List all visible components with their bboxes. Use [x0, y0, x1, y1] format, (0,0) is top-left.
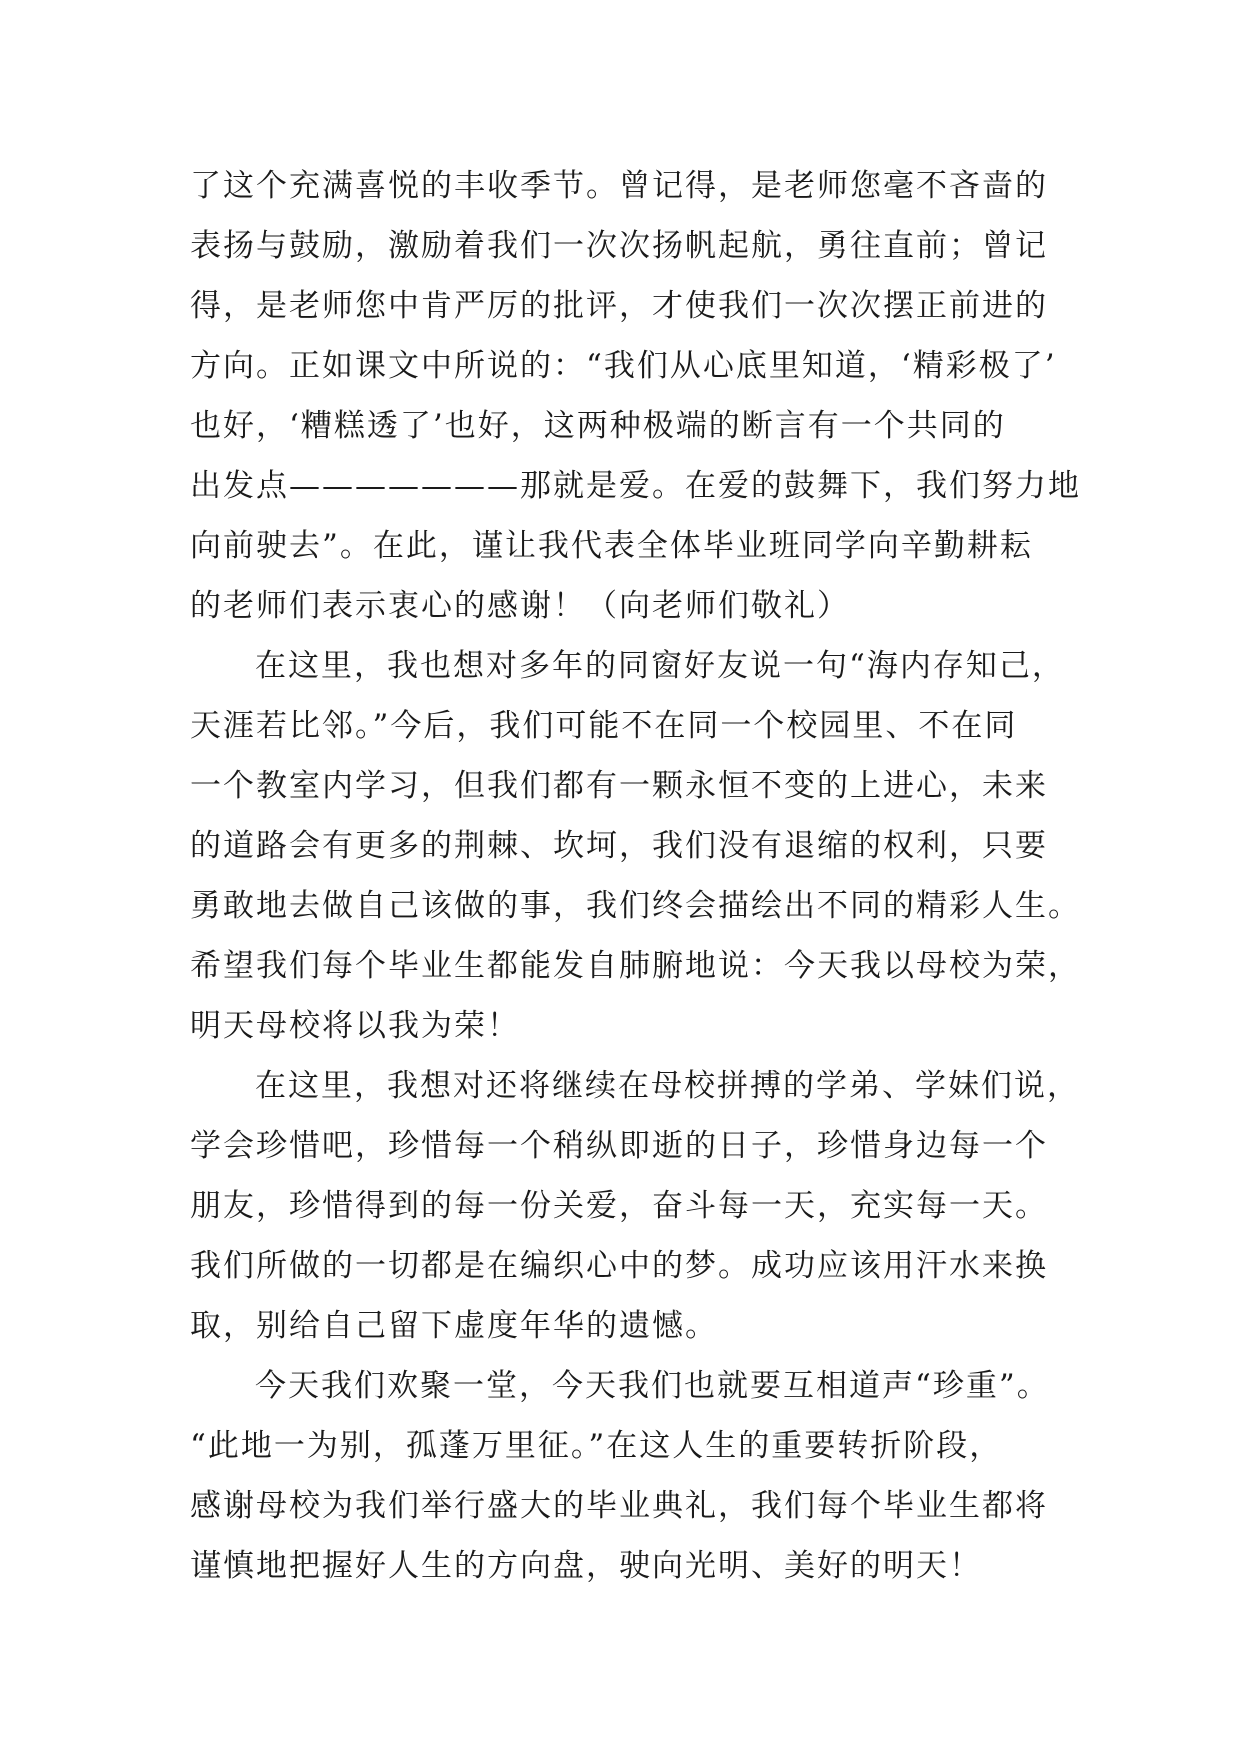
text-line: 一个教室内学习，但我们都有一颗永恒不变的上进心，未来 — [190, 768, 1048, 804]
text-line: 天涯若比邻。”今后，我们可能不在同一个校园里、不在同 — [190, 708, 1018, 744]
text-line: “此地一为别，孤蓬万里征。”在这人生的重要转折阶段， — [190, 1428, 1003, 1464]
text-line: 出发点———————那就是爱。在爱的鼓舞下，我们努力地 — [190, 468, 1081, 504]
paragraph-first-line: 在这里，我想对还将继续在母校拼搏的学弟、学妹们说， — [255, 1068, 1080, 1104]
text-line: 得，是老师您中肯严厉的批评，才使我们一次次摆正前进的 — [190, 288, 1048, 324]
text-line: 方向。正如课文中所说的：“我们从心底里知道，‘精彩极了’ — [190, 348, 1057, 384]
text-line: 学会珍惜吧，珍惜每一个稍纵即逝的日子，珍惜身边每一个 — [190, 1128, 1048, 1164]
text-line: 我们所做的一切都是在编织心中的梦。成功应该用汗水来换 — [190, 1248, 1048, 1284]
text-line: 的老师们表示衷心的感谢！（向老师们敬礼） — [190, 588, 850, 624]
paragraph-first-line: 在这里，我也想对多年的同窗好友说一句“海内存知己， — [255, 648, 1065, 684]
text-line: 感谢母校为我们举行盛大的毕业典礼，我们每个毕业生都将 — [190, 1488, 1048, 1524]
text-line: 也好，‘糟糕透了’也好，这两种极端的断言有一个共同的 — [190, 408, 1006, 444]
text-line: 明天母校将以我为荣！ — [190, 1008, 520, 1044]
text-line: 了这个充满喜悦的丰收季节。曾记得，是老师您毫不吝啬的 — [190, 168, 1048, 204]
text-line: 取，别给自己留下虚度年华的遗憾。 — [190, 1308, 718, 1344]
paragraph-first-line: 今天我们欢聚一堂，今天我们也就要互相道声“珍重”。 — [255, 1368, 1050, 1404]
text-line: 勇敢地去做自己该做的事，我们终会描绘出不同的精彩人生。 — [190, 888, 1081, 924]
text-line: 的道路会有更多的荆棘、坎坷，我们没有退缩的权利，只要 — [190, 828, 1048, 864]
text-line: 谨慎地把握好人生的方向盘，驶向光明、美好的明天！ — [190, 1548, 982, 1584]
text-line: 表扬与鼓励，激励着我们一次次扬帆起航，勇往直前；曾记 — [190, 228, 1048, 264]
text-line: 向前驶去”。在此，谨让我代表全体毕业班同学向辛勤耕耘 — [190, 528, 1033, 564]
text-line: 朋友，珍惜得到的每一份关爱，奋斗每一天，充实每一天。 — [190, 1188, 1048, 1224]
text-line: 希望我们每个毕业生都能发自肺腑地说：今天我以母校为荣， — [190, 948, 1081, 984]
